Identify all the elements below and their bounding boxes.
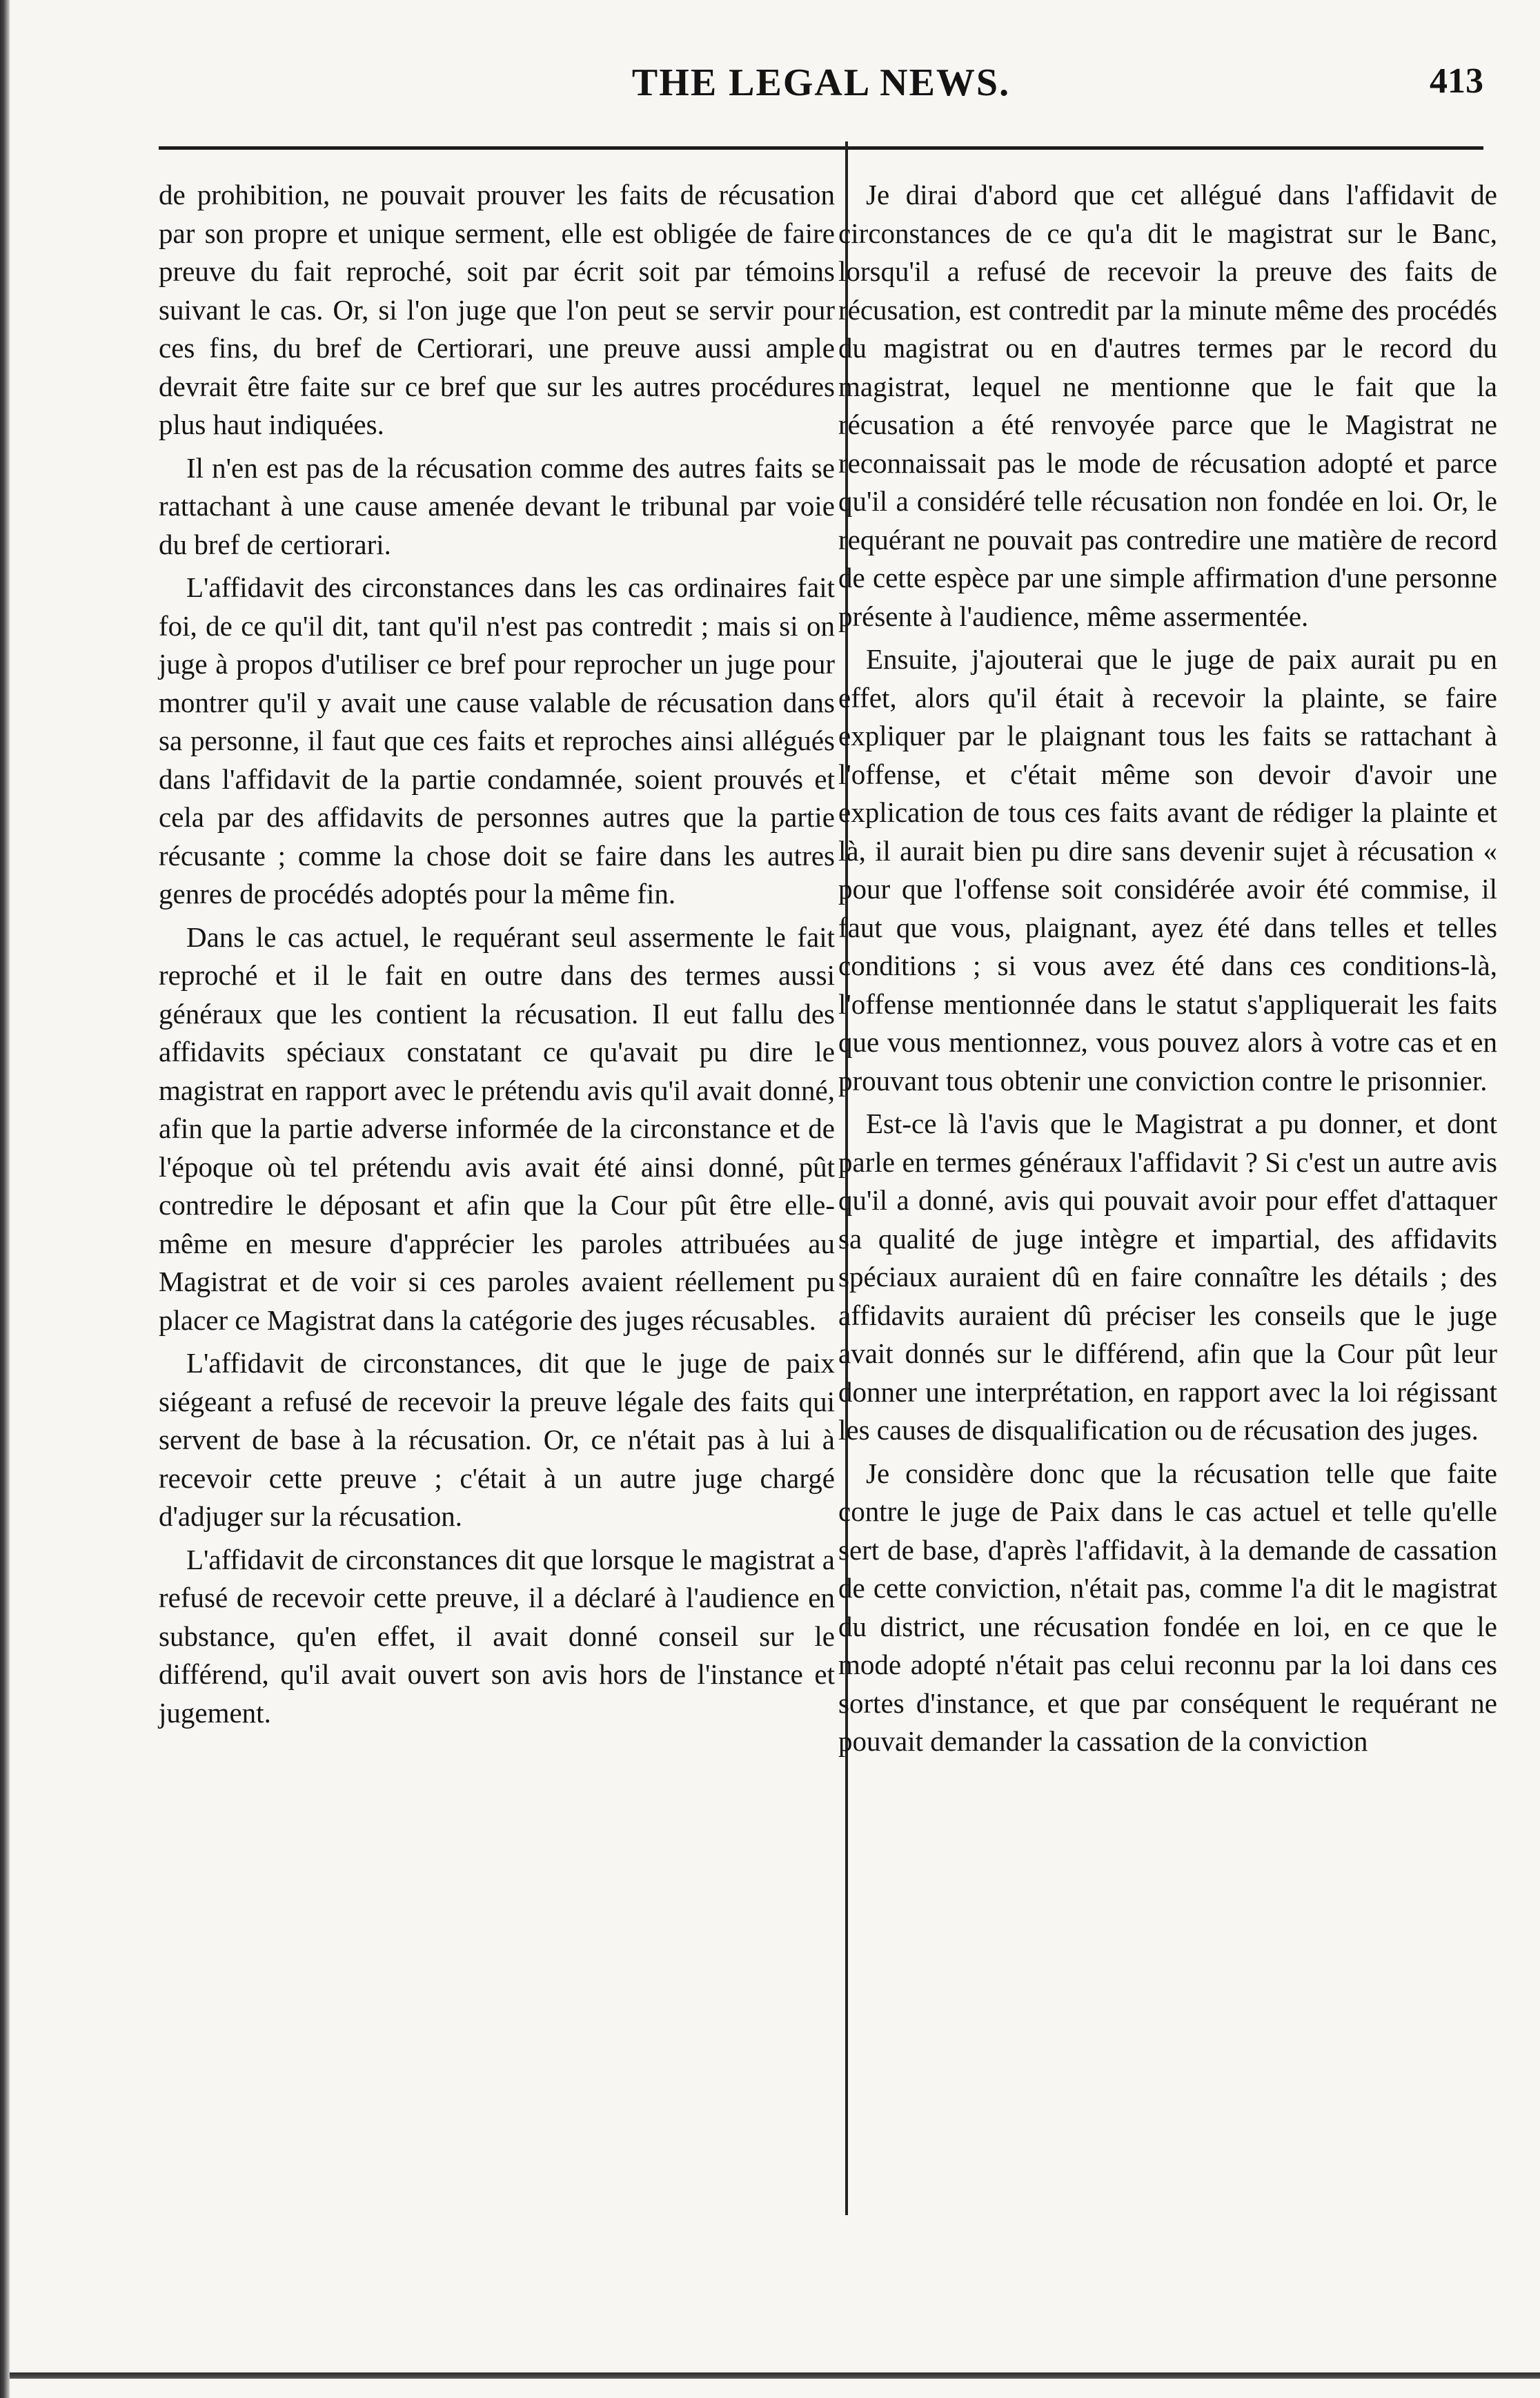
- paragraph: Ensuite, j'ajouterai que le juge de paix aurait pu en effet, alors qu'il était à recevoir la plainte, se faire expliquer par le plaignant tous les faits se rattachant à l'offense, et c'était même son devoir d'avoir une explication de tous ces faits avant de rédiger la plainte et là, il aurait bien pu dire sans devenir sujet à récusation « pour que l'offense soit considérée avoir été commise, il faut que vous, plaignant, ayez été dans telles et telles conditions ; si vous avez été dans ces conditions-là, l'offense mentionnée dans le statut s'appliquerait les faits que vous mentionnez, vous pouvez alors à votre cas et en prouvant tous obtenir une conviction contre le prisonnier.: [838, 643, 1497, 1097]
- scanned-page-edge: [0, 0, 10, 2398]
- page-header: [159, 61, 1483, 123]
- header-rule: [159, 146, 1483, 150]
- running-title: THE LEGAL NEWS.: [631, 61, 1011, 104]
- bottom-edge: [10, 2372, 1540, 2379]
- paragraph: Est-ce là l'avis que le Magistrat a pu donner, et dont parle en termes généraux l'affidavit ? Si c'est un autre avis qu'il a donné, avis qui pouvait avoir pour effet d'attaquer sa qualité de juge intègre et impartial, des affidavits spéciaux auraient dû en faire connaître les détails ; des affidavits auraient dû préciser les conseils que le juge avait donnés sur le différend, afin que la Cour pût leur donner une interprétation, en rapport avec la loi régissant les causes de disqualification ou de récusation des juges.: [838, 1108, 1497, 1446]
- paragraph: de prohibition, ne pouvait prouver les faits de récusation par son propre et unique serment, elle est obligée de faire preuve du fait reproché, soit par écrit soit par témoins suivant le cas. Or, si l'on juge que l'on peut se servir pour ces fins, du bref de Certiorari, une preuve aussi ample devrait être faite sur ce bref que sur les autres procédures plus haut indiquées.: [159, 179, 835, 440]
- page-number: 413: [1430, 61, 1483, 101]
- paragraph: L'affidavit des circonstances dans les cas ordinaires fait foi, de ce qu'il dit, tant qu'il n'est pas contredit ; mais si on juge à propos d'utiliser ce bref pour reprocher un juge pour montrer qu'il y avait une cause valable de récusation dans sa personne, il faut que ces faits et reproches ainsi allégués dans l'affidavit de la partie condamnée, soient prouvés et cela par des affidavits de personnes autres que la partie récusante ; comme la chose doit se faire dans les autres genres de procédés adoptés pour la même fin.: [159, 571, 835, 910]
- paragraph: L'affidavit de circonstances, dit que le juge de paix siégeant a refusé de recevoir la preuve légale des faits qui servent de base à la récusation. Or, ce n'était pas à lui à recevoir cette preuve ; c'était à un autre juge chargé d'adjuger sur la récusation.: [159, 1347, 835, 1532]
- paragraph: Il n'en est pas de la récusation comme des autres faits se rattachant à une cause amenée devant le tribunal par voie du bref de certiorari.: [159, 451, 835, 560]
- left-column: [159, 176, 835, 1737]
- paragraph: L'affidavit de circonstances dit que lorsque le magistrat a refusé de recevoir cette preuve, il a déclaré à l'audience en substance, qu'en effet, il avait donné conseil sur le différend, qu'il avait ouvert son avis hors de l'instance et jugement.: [159, 1543, 835, 1729]
- paragraph: Dans le cas actuel, le requérant seul assermente le fait reproché et il le fait en outre dans des termes aussi généraux que les contient la récusation. Il eut fallu des affidavits spéciaux constatant ce qu'avait pu dire le magistrat en rapport avec le prétendu avis qu'il avait donné, afin que la partie adverse informée de la circonstance et de l'époque où tel prétendu avis avait été ainsi donné, pût contredire le déposant et afin que la Cour pût être elle-même en mesure d'apprécier les paroles attribuées au Magistrat et de voir si ces paroles avaient réellement pu placer ce Magistrat dans la catégorie des juges récusables.: [159, 921, 835, 1336]
- right-column: [838, 176, 1497, 1766]
- paragraph: Je dirai d'abord que cet allégué dans l'affidavit de circonstances de ce qu'a dit le magistrat sur le Banc, lorsqu'il a refusé de recevoir la preuve des faits de récusation, est contredit par la minute même des procédés du magistrat ou en d'autres termes par le record du magistrat, lequel ne mentionne que le fait que la récusation a été renvoyée parce que le Magistrat ne reconnaissait pas le mode de récusation adopté et parce qu'il a considéré telle récusation non fondée en loi. Or, le requérant ne pouvait pas contredire une matière de record de cette espèce par une simple affirmation d'une personne présente à l'audience, même assermentée.: [838, 179, 1497, 632]
- paragraph: Je considère donc que la récusation telle que faite contre le juge de Paix dans le cas actuel et telle qu'elle sert de base, d'après l'affidavit, à la demande de cassation de cette conviction, n'était pas, comme l'a dit le magistrat du district, une récusation fondée en loi, en ce que le mode adopté n'était pas celui reconnu par la loi dans ces sortes d'instance, et que par conséquent le requérant ne pouvait demander la cassation de la conviction: [838, 1457, 1497, 1757]
